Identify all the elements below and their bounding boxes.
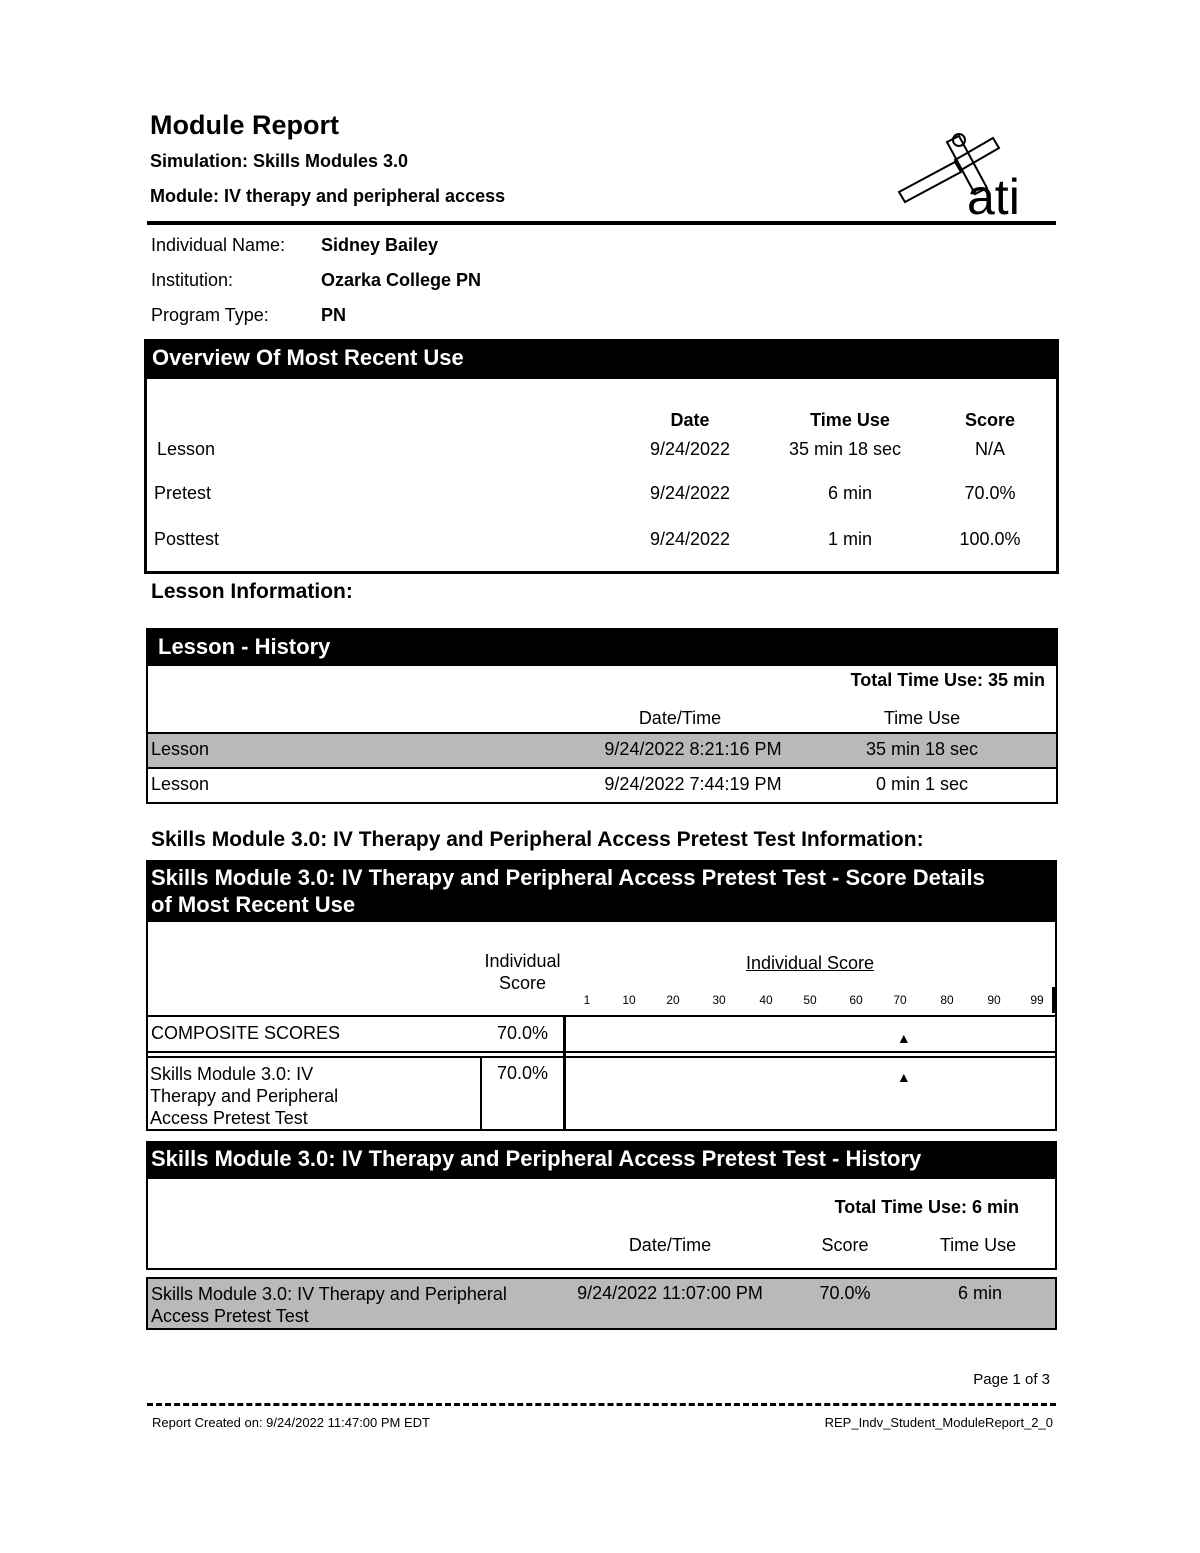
pretest-score-header: Score [821,1235,869,1255]
simulation-label: Simulation: Skills Modules 3.0 [150,151,409,171]
score-details-title-line1: Skills Module 3.0: IV Therapy and Peripheral Access Pretest Test - Score Details [151,865,985,890]
program-value: PN [321,305,347,325]
score-marker: ▲ [896,1030,911,1046]
lesson-total-time: Total Time Use: 35 min [850,670,1045,690]
overview-score-header: Score [964,410,1016,430]
scale-tick: 80 [940,993,954,1007]
score-details-title [146,860,1057,922]
lesson-row-time: 0 min 1 sec [875,774,969,794]
module-score-label-line: Access Pretest Test [150,1108,308,1128]
score-marker: ▲ [896,1069,911,1085]
institution-label: Institution: [151,270,234,290]
scale-tick: 1 [583,993,591,1007]
pretest-row-label-line: Access Pretest Test [151,1306,309,1326]
name-value: Sidney Bailey [321,235,439,255]
overview-date-header: Date [670,410,710,430]
individual-score-scale-title: Individual Score [745,953,875,973]
lesson-row-time: 35 min 18 sec [865,739,979,759]
overview-row-time: 1 min [827,529,872,549]
pretest-history-title: Skills Module 3.0: IV Therapy and Peripheral Access Pretest Test - History [146,1141,1057,1179]
overview-row-label: Pretest [154,483,212,503]
header-rule [147,221,1056,225]
overview-row-label: Lesson [157,439,216,459]
scale-tick: 99 [1030,993,1044,1007]
page-number: Page 1 of 3 [973,1371,1050,1388]
row-divider [146,1056,1057,1058]
pretest-row-label [151,1283,507,1327]
scale-tick: 10 [622,993,636,1007]
module-score-label [150,1063,338,1129]
lesson-row-label: Lesson [151,774,210,794]
overview-time-header: Time Use [810,410,890,430]
lesson-row-datetime: 9/24/2022 7:44:19 PM [604,774,782,794]
overview-row-date: 9/24/2022 [649,439,731,459]
pretest-total-time: Total Time Use: 6 min [834,1197,1019,1217]
pretest-time-header: Time Use [939,1235,1017,1255]
scale-tick: 70 [893,993,907,1007]
overview-row-time: 6 min [827,483,872,503]
score-details-title-line2: of Most Recent Use [151,892,356,917]
scale-tick: 50 [803,993,817,1007]
lesson-info-heading: Lesson Information: [151,580,353,603]
overview-row-score: 100.0% [959,529,1021,549]
overview-row-score: N/A [974,439,1005,459]
lesson-history-title: Lesson - History [146,628,1058,666]
pretest-info-heading: Skills Module 3.0: IV Therapy and Peripheral Access Pretest Test Information: [151,828,924,851]
row-divider [146,1051,1057,1053]
module-score-label-line: Therapy and Peripheral [150,1086,339,1106]
scale-tick: 20 [666,993,680,1007]
scale-tick: 60 [849,993,863,1007]
row-divider [146,1015,1057,1017]
individual-score-header-line1: Individual [484,951,561,971]
module-label: Module: IV therapy and peripheral access [150,186,506,206]
institution-value: Ozarka College PN [321,270,482,290]
individual-score-header-line2: Score [498,973,547,993]
pretest-datetime-header: Date/Time [628,1235,712,1255]
scale-tick: 30 [712,993,726,1007]
module-score-value: 70.0% [496,1063,549,1083]
footer-divider [147,1403,1056,1406]
overview-title: Overview Of Most Recent Use [144,339,1059,379]
lesson-datetime-header: Date/Time [638,708,722,728]
overview-row-time: 35 min 18 sec [788,439,902,459]
logo-text: ati [967,169,1020,220]
composite-score-value: 70.0% [496,1023,549,1043]
lesson-row-datetime: 9/24/2022 8:21:16 PM [604,739,782,759]
pretest-row-label-line: Skills Module 3.0: IV Therapy and Peripheral [151,1284,507,1304]
report-created: Report Created on: 9/24/2022 11:47:00 PM EDT [152,1415,430,1430]
overview-row-score: 70.0% [964,483,1016,503]
page-title: Module Report [150,110,339,140]
scale-tick: 90 [987,993,1001,1007]
pretest-row-score: 70.0% [819,1283,871,1303]
report-id: REP_Indv_Student_ModuleReport_2_0 [824,1415,1053,1430]
pretest-row-time: 6 min [957,1283,1002,1303]
overview-row-label: Posttest [154,529,220,549]
lesson-time-header: Time Use [883,708,961,728]
lesson-row-label: Lesson [151,739,210,759]
individual-score-header [470,950,575,994]
ati-logo [895,130,1055,220]
overview-row-date: 9/24/2022 [649,529,731,549]
module-score-label-line: Skills Module 3.0: IV [150,1064,314,1084]
overview-row-date: 9/24/2022 [649,483,731,503]
name-label: Individual Name: [151,235,286,255]
composite-scores-label: COMPOSITE SCORES [151,1023,341,1043]
pretest-row-datetime: 9/24/2022 11:07:00 PM [577,1283,763,1303]
scale-end-mark [1052,987,1055,1013]
program-label: Program Type: [151,305,269,325]
scale-tick: 40 [759,993,773,1007]
